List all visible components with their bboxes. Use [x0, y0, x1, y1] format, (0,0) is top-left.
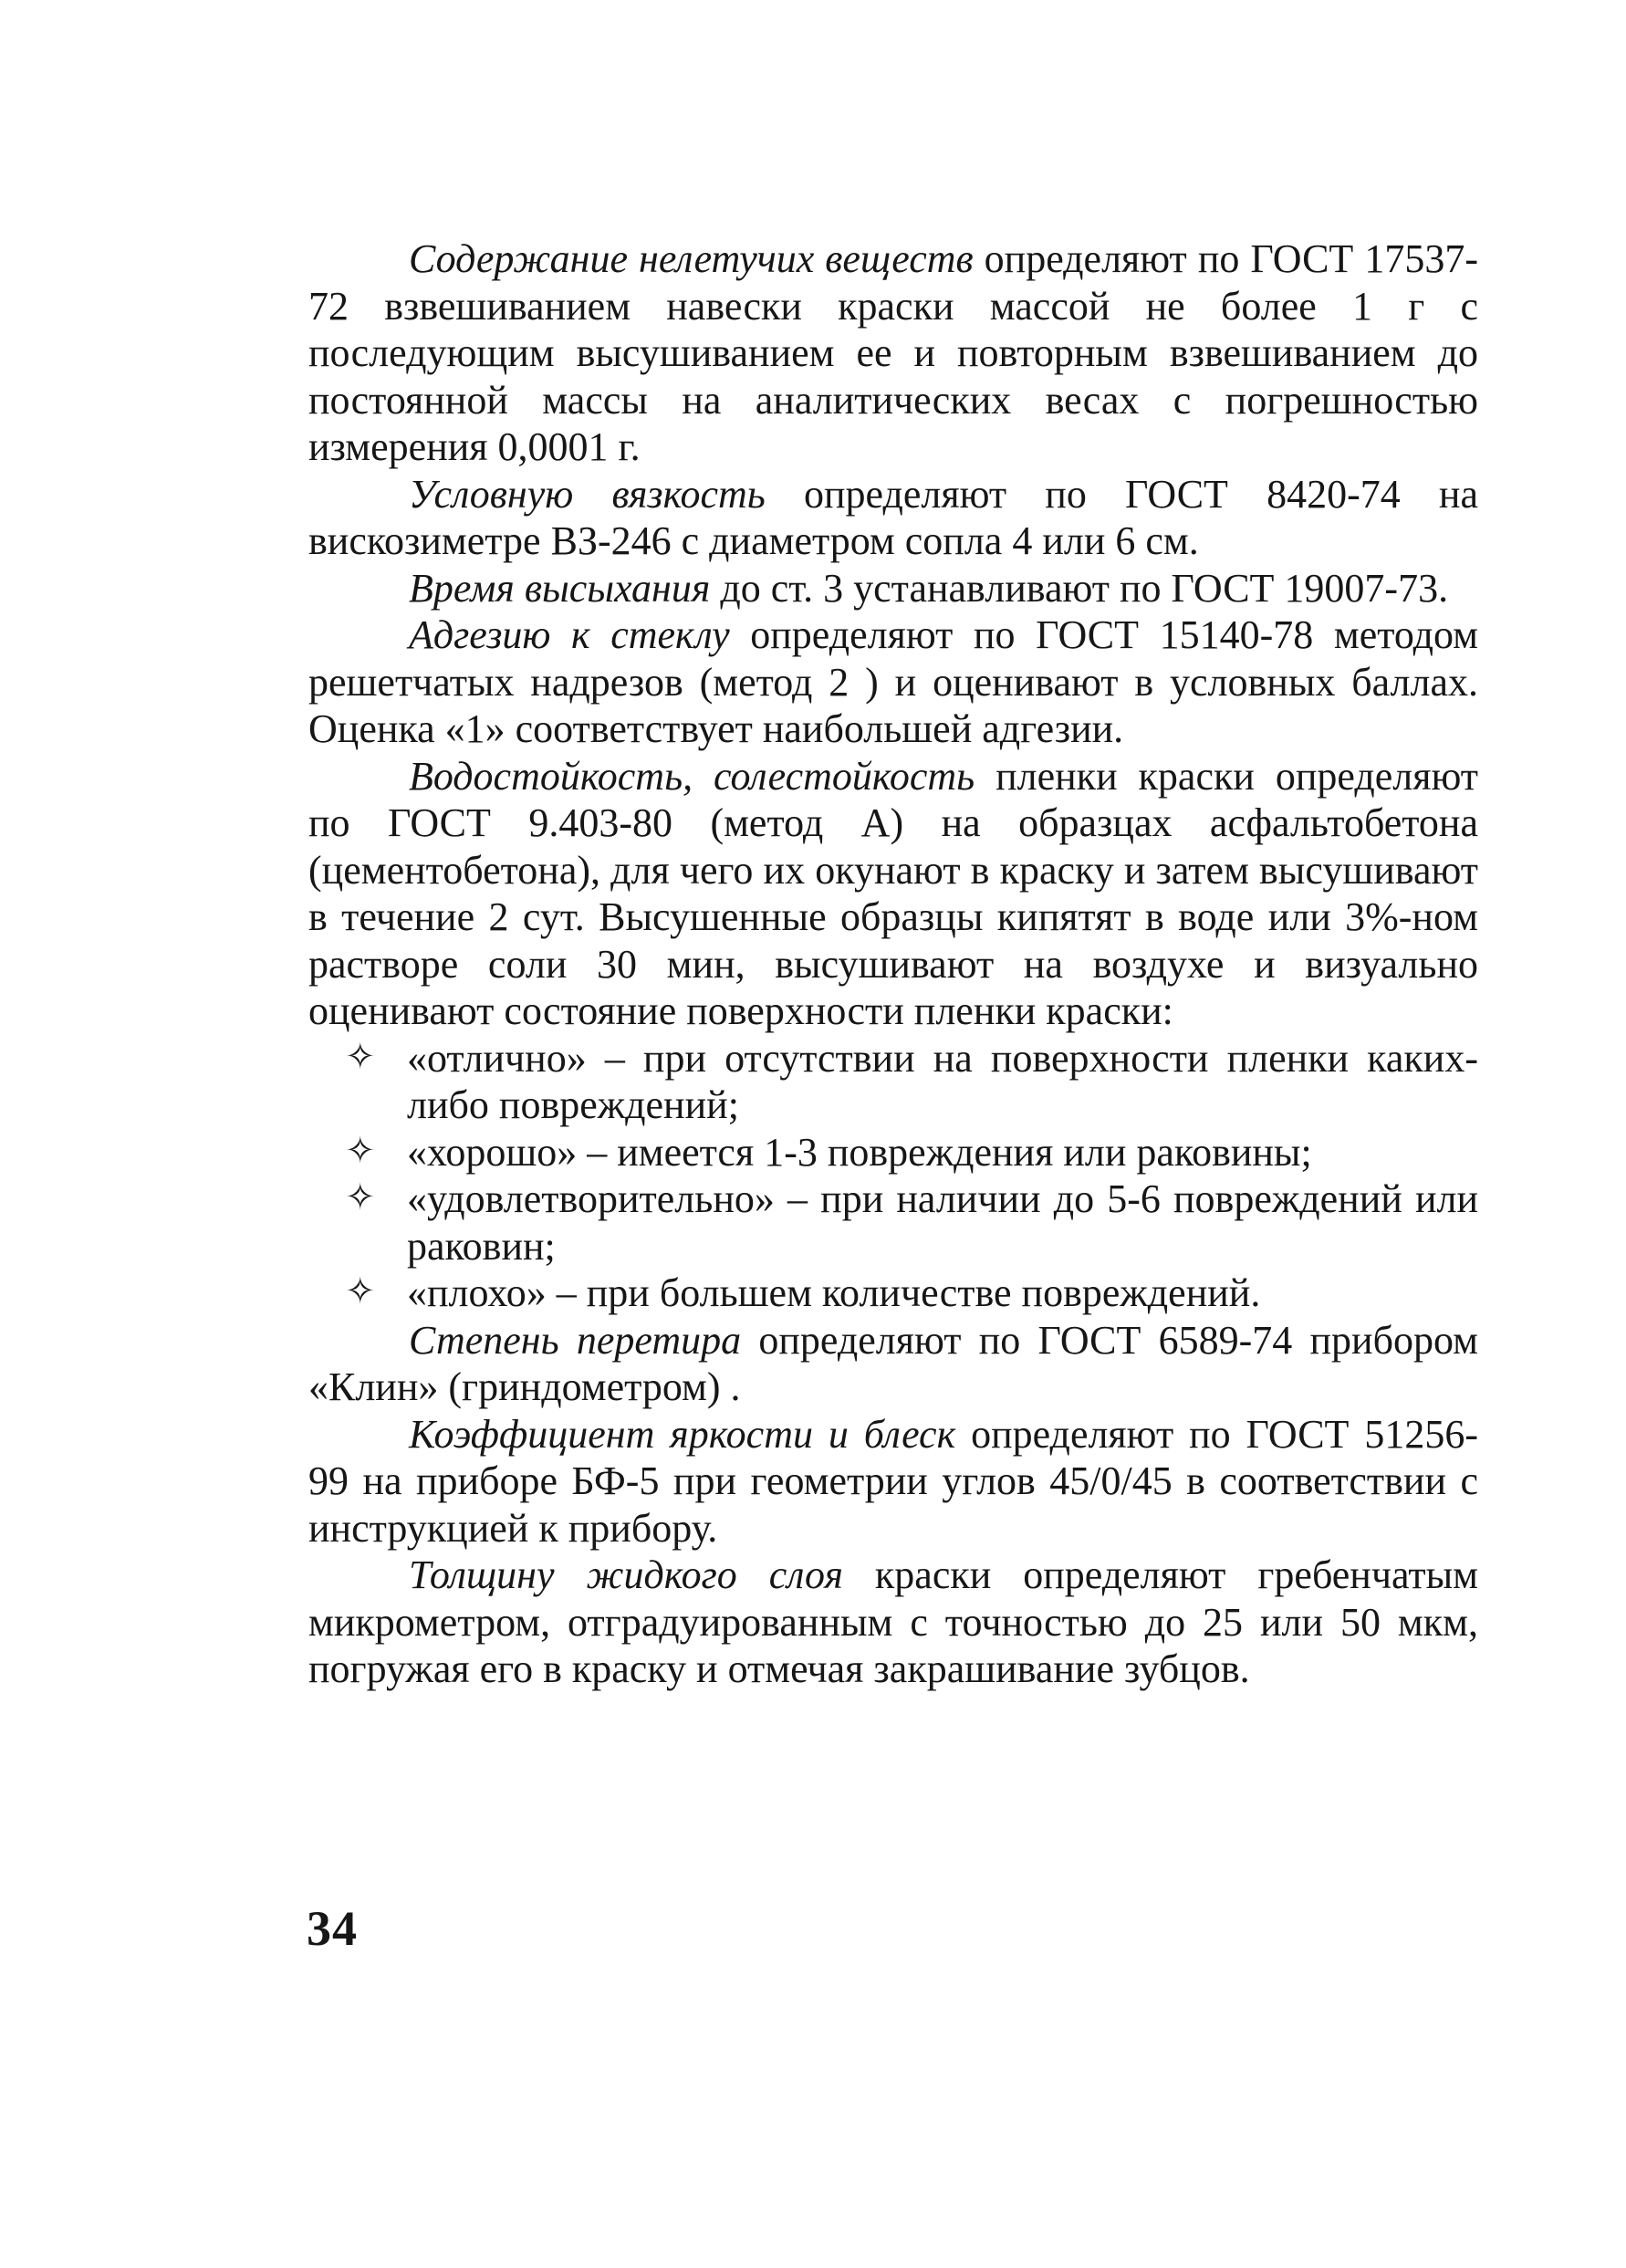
- four-pointed-star-icon: ✧: [345, 1035, 376, 1078]
- paragraph-text: определяют по ГОСТ 6589-74 прибором «Клин» (гриндометром) .: [308, 1317, 1478, 1409]
- term: Коэффициент яркости и блеск: [409, 1411, 956, 1457]
- term: Адгезию к стеклу: [409, 612, 730, 657]
- list-item: [308, 1129, 1478, 1176]
- paragraph-grind: [308, 1317, 1478, 1411]
- paragraph-water-resistance: [308, 753, 1478, 1035]
- page-number: 34: [307, 1901, 358, 1956]
- term: Степень перетира: [409, 1317, 742, 1363]
- paragraph-text: краски определяют гребенчатым микрометром, отградуированным с точностью до 25 или 50 мкм, погружая его в краску и отмечая закрашивание зубцов.: [308, 1552, 1478, 1691]
- four-pointed-star-icon: ✧: [345, 1270, 376, 1312]
- list-item: [308, 1035, 1478, 1129]
- paragraph-text: определяют по ГОСТ 17537-72 взвешиванием навески краски массой не более 1 г с последующим высушиванием ее и повторным взвешиванием до постоянной массы на аналитических весах с погрешностью измерения 0,0001 г.: [308, 236, 1478, 469]
- paragraph-viscosity: [308, 471, 1478, 565]
- paragraph-text: определяют по ГОСТ 51256-99 на приборе БФ-5 при геометрии углов 45/0/45 в соответствии с инструкцией к прибору.: [308, 1411, 1478, 1551]
- list-item: [308, 1270, 1478, 1317]
- paragraph-text: пленки краски определяют по ГОСТ 9.403-80 (метод А) на образцах асфальтобетона (цементобетона), для чего их окунают в краску и затем высушивают в течение 2 сут. Высушенные образцы кипятят в воде или 3%-ном растворе соли 30 мин, высушивают на воздухе и визуально оценивают состояние поверхности пленки краски:: [308, 753, 1478, 1033]
- list-item-text: «удовлетворительно» – при наличии до 5-6 повреждений или раковин;: [407, 1176, 1478, 1269]
- paragraph-brightness: [308, 1411, 1478, 1552]
- list-item-text: «отлично» – при отсутствии на поверхности пленки каких-либо повреждений;: [407, 1035, 1478, 1127]
- paragraph-text: определяют по ГОСТ 15140-78 методом решетчатых надрезов (метод 2 ) и оценивают в условных баллах. Оценка «1» соответствует наибольшей адгезии.: [308, 612, 1478, 751]
- paragraph-drying-time: [308, 565, 1478, 612]
- rating-list: [308, 1035, 1478, 1317]
- term: Содержание нелетучих веществ: [409, 236, 974, 281]
- term: Водостойкость, солестойкость: [409, 753, 975, 799]
- paragraph-text: определяют по ГОСТ 8420-74 на вискозиметре ВЗ-246 с диаметром сопла 4 или 6 см.: [308, 471, 1478, 563]
- four-pointed-star-icon: ✧: [345, 1129, 376, 1172]
- paragraph-layer-thickness: [308, 1552, 1478, 1693]
- paragraph-adhesion: [308, 611, 1478, 753]
- list-item-text: «плохо» – при большем количестве повреждений.: [407, 1270, 1261, 1315]
- four-pointed-star-icon: ✧: [345, 1176, 376, 1218]
- list-item: [308, 1176, 1478, 1270]
- paragraph-nonvolatile: [308, 235, 1478, 471]
- term: Время высыхания: [409, 565, 711, 611]
- term: Толщину жидкого слоя: [409, 1552, 843, 1597]
- document-body: [308, 235, 1478, 1693]
- paragraph-text: до ст. 3 устанавливают по ГОСТ 19007-73.: [710, 565, 1449, 611]
- list-item-text: «хорошо» – имеется 1-3 повреждения или раковины;: [407, 1129, 1312, 1175]
- term: Условную вязкость: [409, 471, 766, 517]
